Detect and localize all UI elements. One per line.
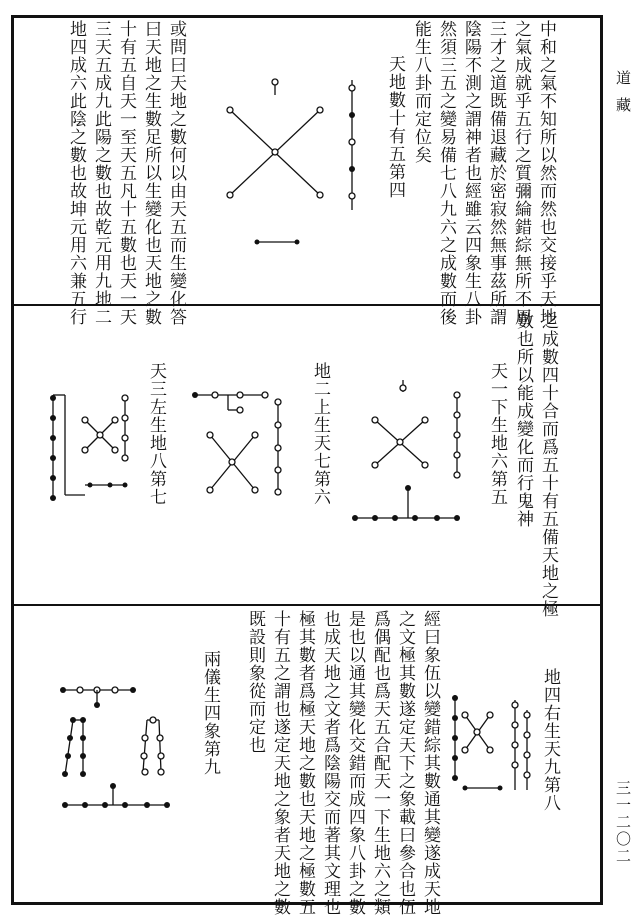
tian-yi-diagram [345, 380, 475, 530]
diagram-caption: 地二上生天七第六 [310, 362, 330, 506]
text-column: 是也以通其變化交錯而成四象八卦之數 [345, 610, 365, 916]
text-column: 曰天地之生數足所以生變化也天地之數 [141, 20, 161, 326]
diagram-caption: 天三左生地八第七 [146, 362, 166, 506]
book-title: 道藏 [614, 70, 632, 124]
text-column: 或問曰天地之數何以由天五而生變化答 [166, 20, 186, 326]
text-column: 陰陽不測之謂神者也經雖云四象生八卦 [461, 20, 481, 326]
text-column: 也成天地之文者爲陰陽交而著其文理也 [320, 610, 340, 916]
diagram-caption: 天一下生地六第五 [487, 362, 507, 506]
text-column: 爲偶配也爲天五合配天一下生地六之類 [370, 610, 390, 916]
text-column: 然須三五之變易備七八九六之成數而後 [436, 20, 456, 326]
di-si-diagram [445, 690, 535, 800]
text-column: 十有五自天一至天五凡十五數也天一天 [116, 20, 136, 326]
text-column: 三天五成九此陽之數也故乾元用九地二 [91, 20, 111, 326]
tiandi-shu-diagram [215, 70, 375, 260]
section-title: 天地數十有五第四 [385, 55, 405, 199]
text-column: 極其數者爲極天地之數也天地之極數五 [295, 610, 315, 916]
text-column: 十有五之謂也遂定天地之象者天地之數 [270, 610, 290, 916]
text-column: 之成數四十合而爲五十有五備天地之極 [538, 312, 558, 618]
text-column: 經曰象伍以變錯綜其數通其變遂成天地 [420, 610, 440, 916]
text-column: 既設則象從而定也 [245, 610, 265, 754]
di-er-diagram [190, 380, 290, 510]
text-column: 中和之氣不知所以然而然也交接乎天地 [536, 20, 556, 326]
text-column: 之氣成就乎五行之質彌綸錯綜無所不周 [511, 20, 531, 326]
page-number: 三一二〇二 [614, 780, 632, 865]
text-column: 三才之道既備退藏於密寂然無事茲所謂 [486, 20, 506, 326]
section-title: 兩儀生四象第九 [200, 650, 220, 776]
text-column: 能生八卦而定位矣 [411, 20, 431, 164]
panel-divider-bottom [11, 604, 603, 606]
text-column: 之文極其數遂定天下之象載曰參合也伍 [395, 610, 415, 916]
tian-san-diagram [45, 390, 135, 510]
text-column: 地四成六此陰之數也故坤元用六兼五行 [66, 20, 86, 326]
liang-yi-diagram [55, 680, 175, 820]
diagram-caption: 地四右生天九第八 [540, 668, 560, 812]
text-column: 數也所以能成變化而行鬼神 [513, 312, 533, 528]
